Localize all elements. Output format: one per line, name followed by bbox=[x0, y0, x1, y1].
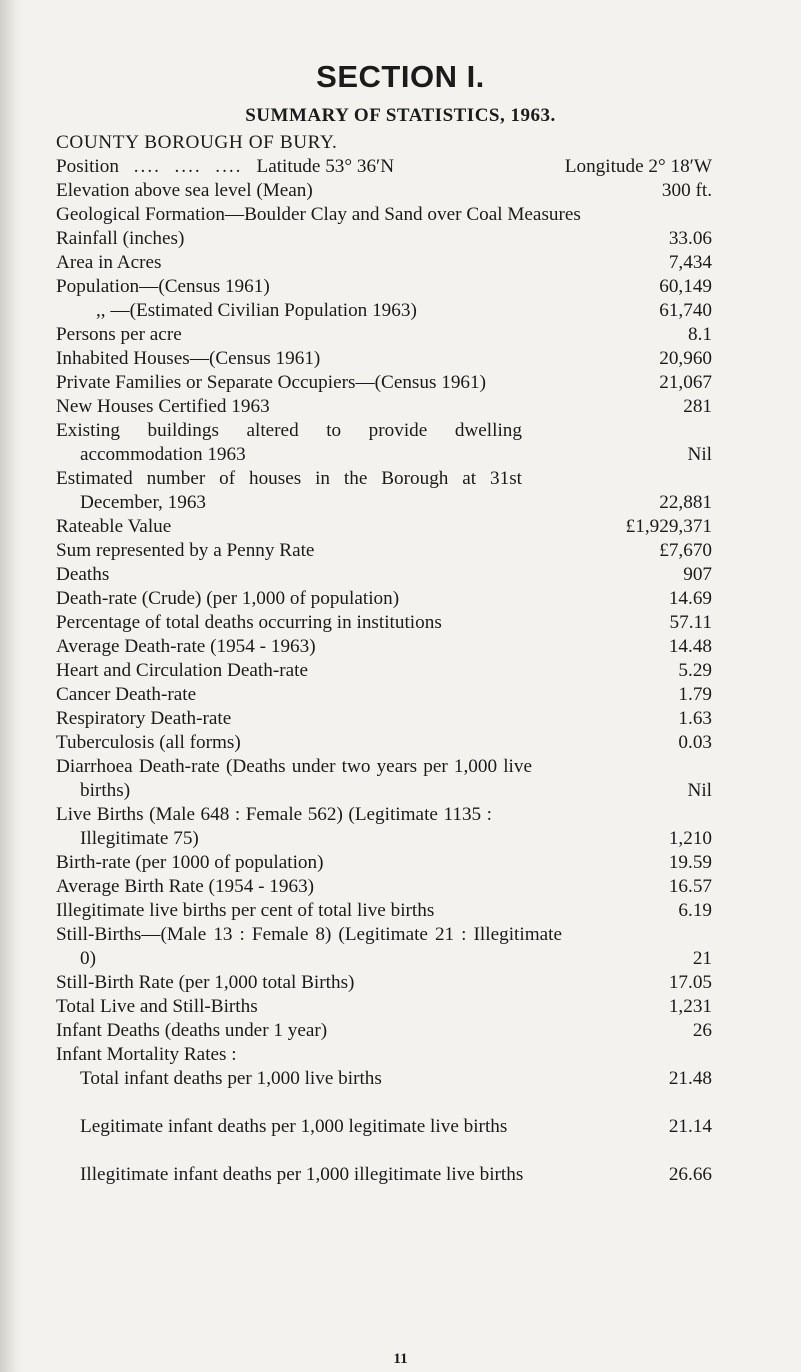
stat-label: Infant Mortality Rates : bbox=[56, 1044, 237, 1065]
page-number: 11 bbox=[393, 1351, 408, 1367]
stat-value: 60,149 bbox=[659, 276, 712, 297]
stat-value: £1,929,371 bbox=[625, 516, 712, 537]
stat-label: Heart and Circulation Death-rate bbox=[56, 660, 308, 681]
stat-row bbox=[56, 659, 712, 683]
stat-value: 21.14 bbox=[668, 1116, 712, 1137]
stat-row bbox=[56, 755, 712, 803]
stat-label: Geological Formation—Boulder Clay and Sand over Coal Measures bbox=[56, 204, 581, 225]
stat-label: Respiratory Death-rate bbox=[56, 708, 232, 729]
stat-value: 300 ft. bbox=[661, 180, 712, 201]
stat-value: 16.57 bbox=[668, 876, 712, 897]
stat-row bbox=[56, 275, 712, 299]
stat-label: Average Death-rate (1954 - 1963) bbox=[56, 636, 316, 657]
stat-value: 21 bbox=[692, 948, 712, 969]
position-label: Position bbox=[56, 156, 119, 177]
stat-row bbox=[56, 179, 712, 203]
stat-row bbox=[56, 563, 712, 587]
stat-row bbox=[56, 1019, 712, 1043]
stat-row bbox=[56, 323, 712, 347]
stat-row bbox=[56, 227, 712, 251]
stat-value: 1.79 bbox=[678, 684, 712, 705]
page-edge-shadow bbox=[0, 0, 22, 1372]
stat-label: Live Births (Male 648 : Female 562) (Legitimate 1135 : Illegitimate 75) bbox=[56, 804, 492, 849]
stat-value: 8.1 bbox=[688, 324, 712, 345]
stat-value: £7,670 bbox=[659, 540, 712, 561]
stat-value: 281 bbox=[683, 396, 712, 417]
stat-value: 19.59 bbox=[668, 852, 712, 873]
position-row: Position .... .... .... Latitude 53° 36′N Longitude 2° 18′W bbox=[56, 156, 712, 177]
longitude: Longitude 2° 18′W bbox=[564, 156, 712, 177]
stat-value: 1,210 bbox=[668, 828, 712, 849]
stat-value: 14.69 bbox=[668, 588, 712, 609]
stat-label: Total Live and Still-Births bbox=[56, 996, 258, 1017]
stat-row bbox=[56, 539, 712, 563]
stat-row bbox=[56, 683, 712, 707]
stat-label: Estimated number of houses in the Borough at 31st December, 1963 bbox=[56, 468, 522, 513]
stat-value: 33.06 bbox=[668, 228, 712, 249]
stat-label: Elevation above sea level (Mean) bbox=[56, 180, 313, 201]
stat-row bbox=[56, 611, 712, 635]
stat-value: 1.63 bbox=[678, 708, 712, 729]
stat-label: Still-Births—(Male 13 : Female 8) (Legitimate 21 : Illegitimate 0) bbox=[56, 924, 562, 969]
stat-label: Cancer Death-rate bbox=[56, 684, 197, 705]
stat-value: 26 bbox=[692, 1020, 712, 1041]
section-title: SECTION I. bbox=[316, 59, 485, 94]
stat-value: 21,067 bbox=[659, 372, 712, 393]
stat-row bbox=[56, 707, 712, 731]
stat-row bbox=[56, 419, 712, 467]
stat-label: New Houses Certified 1963 bbox=[56, 396, 270, 417]
stat-row bbox=[56, 467, 712, 515]
stat-label: Rainfall (inches) bbox=[56, 228, 185, 249]
stat-row bbox=[56, 995, 712, 1019]
stat-value: 14.48 bbox=[668, 636, 712, 657]
statistics-list bbox=[56, 128, 712, 1187]
stat-row bbox=[56, 395, 712, 419]
stat-row bbox=[56, 203, 712, 227]
stat-row bbox=[56, 1091, 712, 1139]
stat-row bbox=[56, 851, 712, 875]
stat-label: Sum represented by a Penny Rate bbox=[56, 540, 315, 561]
stat-row bbox=[56, 971, 712, 995]
stat-label: Private Families or Separate Occupiers—(Census 1961) bbox=[56, 372, 487, 393]
stat-row bbox=[56, 251, 712, 275]
stat-value: 21.48 bbox=[668, 1068, 712, 1089]
stat-value: 57.11 bbox=[669, 612, 712, 633]
stat-row bbox=[56, 899, 712, 923]
stat-row bbox=[56, 1067, 712, 1091]
stat-row bbox=[56, 587, 712, 611]
stat-row bbox=[56, 731, 712, 755]
stat-row bbox=[56, 515, 712, 539]
stat-label: Inhabited Houses—(Census 1961) bbox=[56, 348, 321, 369]
stat-row bbox=[56, 1139, 712, 1187]
stat-value: 17.05 bbox=[668, 972, 712, 993]
stat-value: 20,960 bbox=[659, 348, 712, 369]
stat-label: Population—(Census 1961) bbox=[56, 276, 270, 297]
stat-label: Rateable Value bbox=[56, 516, 172, 537]
stat-row bbox=[56, 347, 712, 371]
stat-label: Tuberculosis (all forms) bbox=[56, 732, 241, 753]
stat-row bbox=[56, 635, 712, 659]
stat-label: Still-Birth Rate (per 1,000 total Births) bbox=[56, 972, 355, 993]
latitude: Latitude 53° 36′N bbox=[256, 156, 395, 177]
summary-subtitle: SUMMARY OF STATISTICS, 1963. bbox=[245, 105, 556, 126]
stat-label: Persons per acre bbox=[56, 324, 182, 345]
stat-row bbox=[56, 875, 712, 899]
stat-value: Nil bbox=[687, 780, 712, 801]
stat-label: Legitimate infant deaths per 1,000 legitimate live births bbox=[80, 1116, 508, 1137]
stat-label: Total infant deaths per 1,000 live births bbox=[80, 1068, 382, 1089]
stat-label: Birth-rate (per 1000 of population) bbox=[56, 852, 324, 873]
stat-value: 0.03 bbox=[678, 732, 712, 753]
stat-value: 5.29 bbox=[678, 660, 712, 681]
stat-value: 61,740 bbox=[659, 300, 712, 321]
stat-label: Existing buildings altered to provide dwelling accommodation 1963 bbox=[56, 420, 522, 465]
stat-label: Illegitimate live births per cent of total live births bbox=[56, 900, 435, 921]
stat-label: Death-rate (Crude) (per 1,000 of population) bbox=[56, 588, 400, 609]
stat-value: 6.19 bbox=[678, 900, 712, 921]
stat-row bbox=[56, 803, 712, 851]
stat-label: Infant Deaths (deaths under 1 year) bbox=[56, 1020, 328, 1041]
stat-label: Illegitimate infant deaths per 1,000 illegitimate live births bbox=[80, 1164, 524, 1185]
stat-label: Percentage of total deaths occurring in institutions bbox=[56, 612, 442, 633]
stat-value: 26.66 bbox=[668, 1164, 712, 1185]
stat-label: Average Birth Rate (1954 - 1963) bbox=[56, 876, 315, 897]
stat-label: Area in Acres bbox=[56, 252, 162, 273]
stat-label: Diarrhoea Death-rate (Deaths under two years per 1,000 live births) bbox=[56, 756, 532, 801]
stat-label: Deaths bbox=[56, 564, 110, 585]
stat-row bbox=[56, 1043, 712, 1067]
stat-value: 907 bbox=[683, 564, 712, 585]
stat-row bbox=[56, 299, 712, 323]
stat-value: Nil bbox=[687, 444, 712, 465]
stat-value: 1,231 bbox=[668, 996, 712, 1017]
stat-label: ,, —(Estimated Civilian Population 1963) bbox=[96, 300, 417, 321]
stat-row bbox=[56, 371, 712, 395]
stat-value: 22,881 bbox=[659, 492, 712, 513]
borough-heading: COUNTY BOROUGH OF BURY. bbox=[56, 132, 338, 153]
stat-row bbox=[56, 923, 712, 971]
stat-value: 7,434 bbox=[668, 252, 712, 273]
